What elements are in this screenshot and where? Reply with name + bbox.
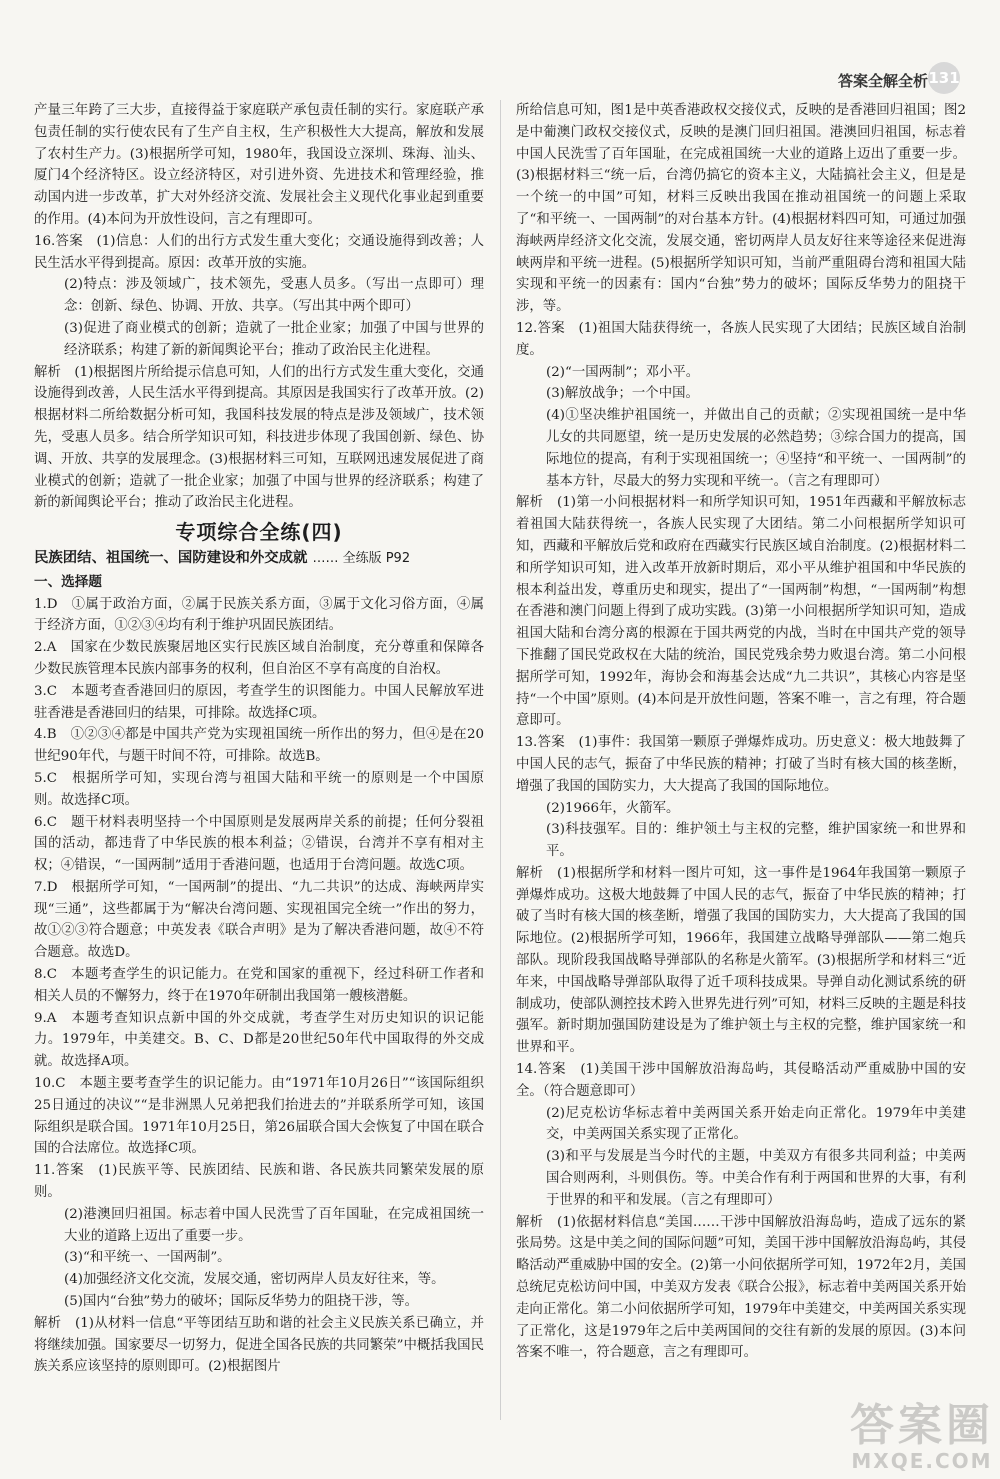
choice-answer-7: 7.D 根据所学可知，“一国两制”的提出、“九二共识”的达成、海峡两岸实现“三通”，这些都属于为“解决台湾问题、实现祖国完全统一”作出的努力，故①②③符合题意；中英发表《联合声明》是为了解决香港问题，故④不符合题意。故选D。: [34, 879, 484, 961]
answer-11-part5: (5)国内“台独”势力的破坏；国际反华势力的阻挠干涉，等。: [64, 1294, 419, 1310]
choice-answer-3: 3.C 本题考查香港回归的原因，考查学生的识图能力。中国人民解放军进驻香港是香港回归的结果，可排除。故选择C项。: [34, 683, 484, 721]
answer-11: 11.答案 (1)民族平等、民族团结、民族和谐、各民族共同繁荣发展的原则。: [34, 1163, 484, 1201]
answer-11-part3: (3)“和平统一、一国两制”。: [64, 1250, 231, 1266]
page-number: 131: [928, 62, 960, 94]
watermark-logo-text: 答案圈: [850, 1400, 994, 1451]
analysis-16: 解析 (1)根据图片所给提示信息可知，人们的出行方式发生重大变化，交通设施得到改善，人民生活水平得到提高。其原因是我国实行了改革开放。(2)根据材料二所给数据分析可知，我国科技发展的特点是涉及领域广，技术领先，受惠人员多。结合所学知识可知，科技进步体现了我国创新、绿色、协调、开放、共享的发展理念。(3)根据材料三可知，互联网迅速发展促进了商业模式的创新；造就了一批企业家；加强了中国与世界的经济联系；构建了新的新闻舆论平台；推动了政治民主化进程。: [34, 364, 484, 511]
choice-answer-6: 6.C 题干材料表明坚持一个中国原则是发展两岸关系的前提；任何分裂祖国的活动，都违背了中华民族的根本利益；②错误，台湾并不享有相对主权；④错误，“一国两制”适用于香港问题，也适用于台湾问题。故选C项。: [34, 814, 484, 874]
header-label: 答案全解全析: [837, 72, 928, 90]
answer-12-part3: (3)解放战争；一个中国。: [546, 386, 699, 402]
left-column: [34, 100, 484, 1378]
answer-16-part3: (3)促进了商业模式的创新；造就了一批企业家；加强了中国与世界的经济联系；构建了新的新闻舆论平台；推动了政治民主化进程。: [64, 320, 484, 358]
answer-12: 12.答案 (1)祖国大陆获得统一，各族人民实现了大团结；民族区域自治制度。: [516, 320, 966, 358]
answer-13-part3: (3)科技强军。目的：维护领土与主权的完整，维护国家统一和世界和平。: [546, 822, 966, 860]
watermark-url: MXQE.COM: [851, 1449, 993, 1473]
choice-answer-2: 2.A 国家在少数民族聚居地区实行民族区域自治制度，充分尊重和保障各少数民族管理本民族内部事务的权利，但自治区不享有高度的自治权。: [34, 640, 484, 677]
analysis-14: 解析 (1)依据材料信息“美国……干涉中国解放沿海岛屿，造成了远东的紧张局势。这是中美之间的国际问题”可知，美国干涉中国解放沿海岛屿，其侵略活动严重威胁中国的安全。(2)第一小问依据所学可知，1972年2月，美国总统尼克松访问中国，中美双方发表《联合公报》，标志着中美两国关系开始走向正常化。第二小问依据所学可知，1979年中美建交，中美两国关系实现了正常化，这是1979年之后中美两国间的交往有新的发展的原因。(3)本问答案不唯一，符合题意，言之有理即可。: [516, 1214, 966, 1361]
paragraph: 产量三年跨了三大步，直接得益于家庭联产承包责任制的实行。家庭联产承包责任制的实行使农民有了生产自主权，生产积极性大大提高，解放和发展了农村生产力。(3)根据所学可知，1980年，我国设立深圳、珠海、汕头、厦门4个经济特区。设立经济特区，对引进外资、先进技术和管理经验，推动国内进一步改革，扩大对外经济交流、发展社会主义现代化事业起到重要的作用。(4)本问为开放性设问，言之有理即可。: [34, 103, 484, 227]
subsection-title: [34, 548, 484, 570]
answer-13: 13.答案 (1)事件：我国第一颗原子弹爆炸成功。历史意义：极大地鼓舞了中国人民的志气，振奋了中华民族的精神；打破了当时有核大国的核垄断，增强了我国的国防实力，大大提高了我国的国际地位。: [516, 735, 966, 794]
site-watermark: [850, 1400, 994, 1473]
subsection-ref: …… 全练版 P92: [312, 550, 411, 566]
analysis-13: 解析 (1)根据所学和材料一图片可知，这一事件是1964年我国第一颗原子弹爆炸成功。这极大地鼓舞了中国人民的志气，振奋了中华民族的精神；打破了当时有核大国的核垄断，增强了我国的国防实力，大大提高了我国的国际地位。(2)根据所学可知，1966年，我国建立战略导弹部队——第二炮兵部队。现阶段我国战略导弹部队的名称是火箭军。(3)根据所学和材料三“近年来，中国战略导弹部队取得了近千项科技成果。导弹自动化测试系统的研制成功，使部队测控技术跨入世界先进行列”可知，材料三反映的主题是科技强军。新时期加强国防建设是为了维护领土与主权的完整，维护国家统一和世界和平。: [516, 865, 966, 1056]
section-title: 专项综合全练(四): [175, 520, 343, 545]
answer-16-part2: (2)特点：涉及领域广，技术领先，受惠人员多。（写出一点即可）理念：创新、绿色、协调、开放、共享。（写出其中两个即可）: [64, 277, 484, 315]
answer-11-part2: (2)港澳回归祖国。标志着中国人民洗雪了百年国耻，在完成祖国统一大业的道路上迈出了重要一步。: [64, 1206, 484, 1244]
choice-answer-8: 8.C 本题考查学生的识记能力。在党和国家的重视下，经过科研工作者和相关人员的不懈努力，终于在1970年研制出我国第一艘核潜艇。: [34, 967, 484, 1004]
page-header: [0, 0, 1000, 110]
answer-14: 14.答案 (1)美国干涉中国解放沿海岛屿，其侵略活动严重威胁中国的安全。（符合题意即可）: [516, 1062, 966, 1099]
answer-14-part3: (3)和平与发展是当今时代的主题，中美双方有很多共同利益；中美两国合则两利，斗则俱伤。等。中美合作有利于两国和世界的大事，有利于世界的和平和发展。（言之有理即可）: [546, 1149, 966, 1208]
answer-16: 16.答案 (1)信息：人们的出行方式发生重大变化；交通设施得到改善；人民生活水平得到提高。原因：改革开放的实施。: [34, 233, 484, 271]
analysis-12: 解析 (1)第一小问根据材料一和所学知识可知，1951年西藏和平解放标志着祖国大陆获得统一，各族人民实现了大团结。第二小问根据所学知识可知，西藏和平解放后党和政府在西藏实行民族区域自治制度。(2)根据材料二和所学知识可知，进入改革开放新时期后，邓小平从维护祖国和中华民族的根本利益出发，尊重历史和现实，提出了“一国两制”构想，“一国两制”构想在香港和澳门问题上得到了成功实践。(3)第一小问根据所学知识可知，造成祖国大陆和台湾分离的根源在于国共两党的内战，当时在中国共产党的领导下推翻了国民党政权在大陆的统治，国民党残余势力败退台湾。第二小问根据所学可知，1992年，海协会和海基会达成“九二共识”，其核心内容是坚持“一个中国”原则。(4)本问是开放性问题，答案不唯一，言之有理，符合题意即可。: [516, 495, 966, 729]
part-title: 一、选择题: [34, 573, 102, 590]
answer-12-part2: (2)“一国两制”；邓小平。: [546, 364, 700, 380]
answer-11-part4: (4)加强经济文化交流，发展交通，密切两岸人员友好往来，等。: [64, 1272, 445, 1288]
choice-answer-5: 5.C 根据所学可知，实现台湾与祖国大陆和平统一的原则是一个中国原则。故选择C项。: [34, 770, 484, 808]
column-divider: [500, 100, 501, 1420]
choice-answer-10: 10.C 本题主要考查学生的识记能力。由“1971年10月26日”“该国际组织25日通过的决议”“是非洲黑人兄弟把我们抬进去的”并联系所学可知，该国际组织是联合国。1971年10月25日，第26届联合国大会恢复了中国在联合国的合法席位。故选择C项。: [34, 1076, 484, 1157]
choice-answer-9: 9.A 本题考查知识点新中国的外交成就，考查学生对历史知识的识记能力。1979年，中美建交。B、C、D都是20世纪50年代中国取得的外交成就。故选择A项。: [34, 1010, 484, 1070]
analysis-11: 解析 (1)从材料一信息“平等团结互助和谐的社会主义民族关系已确立，并将继续加强。国家要尽一切努力，促进全国各民族的共同繁荣”中概括我国民族关系应该坚持的原则即可。(2)根据图片: [34, 1315, 484, 1375]
answer-12-part4: (4)①坚决维护祖国统一，并做出自己的贡献；②实现祖国统一是中华儿女的共同愿望，统一是历史发展的必然趋势；③综合国力的提高，国际地位的提高，有利于实现祖国统一；④坚持“和平统一、一国两制”的基本方针，尽最大的努力实现和平统一。（言之有理即可）: [546, 408, 966, 489]
subsection-title-text: 民族团结、祖国统一、国防建设和外交成就: [34, 549, 308, 566]
answer-13-part2: (2)1966年，火箭军。: [546, 800, 680, 816]
choice-answer-1: 1.D ①属于政治方面，②属于民族关系方面，③属于文化习俗方面，④属于经济方面，①②③④均有利于维护巩固民族团结。: [34, 596, 484, 634]
right-column: [516, 100, 966, 1364]
answer-14-part2: (2)尼克松访华标志着中美两国关系开始走向正常化。1979年中美建交，中美两国关系实现了正常化。: [546, 1105, 966, 1143]
choice-answer-4: 4.B ①②③④都是中国共产党为实现祖国统一所作出的努力，但④是在20世纪90年代，与题干时间不符，可排除。故选B。: [34, 727, 484, 765]
paragraph: 所给信息可知，图1是中英香港政权交接仪式，反映的是香港回归祖国；图2是中葡澳门政权交接仪式，反映的是澳门回归祖国。港澳回归祖国，标志着中国人民洗雪了百年国耻，在完成祖国统一大业的道路上迈出了重要一步。(3)根据材料三“统一后，台湾仍搞它的资本主义，大陆搞社会主义，但是是一个统一的中国”可知，材料三反映出我国在推动祖国统一的问题上采取了“和平统一、一国两制”的对台基本方针。(4)根据材料四可知，可通过加强海峡两岸经济文化交流，发展交通，密切两岸人员友好往来等途径来促进海峡两岸和平统一进程。(5)根据所学知识可知，当前严重阻碍台湾和祖国大陆实现和平统一的因素有：国内“台独”势力的破坏；国际反华势力的阻挠干涉，等。: [516, 103, 966, 315]
